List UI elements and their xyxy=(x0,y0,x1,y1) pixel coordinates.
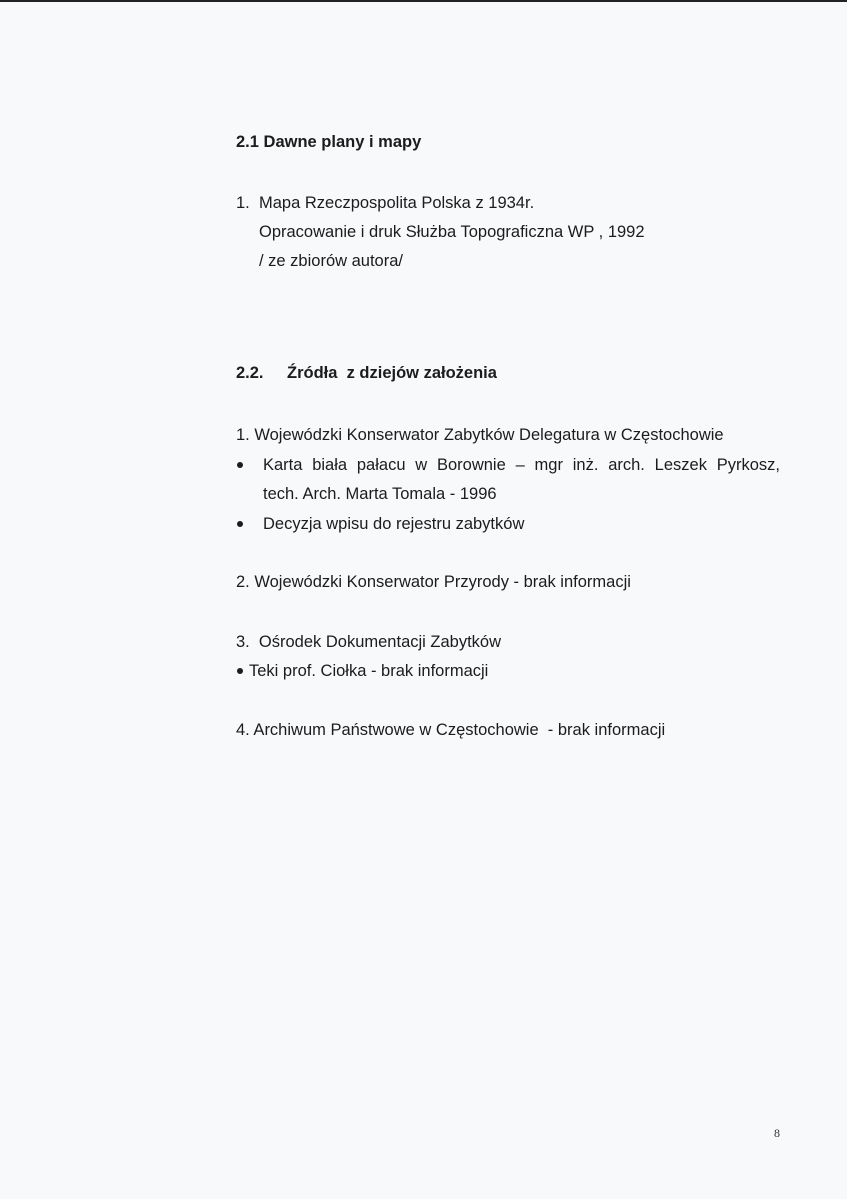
section-2-2-title: Źródła z dziejów założenia xyxy=(287,364,497,382)
bullet-karta-line-2: tech. Arch. Marta Tomala - 1996 xyxy=(263,485,497,503)
map-title-line: Mapa Rzeczpospolita Polska z 1934r. xyxy=(259,194,535,212)
bullet-icon xyxy=(237,668,243,674)
bullet-karta-line-1 xyxy=(263,455,780,475)
word: arch. xyxy=(608,456,645,474)
section-2-1-title: Dawne plany i mapy xyxy=(263,133,422,151)
page-number: 8 xyxy=(774,1126,780,1140)
word: w xyxy=(415,456,428,474)
section-2-1-heading xyxy=(236,132,421,152)
bullet-icon xyxy=(237,521,243,527)
bullet-decyzja: Decyzja wpisu do rejestru zabytków xyxy=(263,515,525,533)
word: Pyrkosz, xyxy=(716,456,780,474)
section-2-1-item-number: 1. xyxy=(236,194,250,212)
word: Karta xyxy=(263,456,303,474)
section-2-1-number: 2.1 xyxy=(236,133,259,151)
word: pałacu xyxy=(356,456,406,474)
source-item-4: 4. Archiwum Państwowe w Częstochowie - brak informacji xyxy=(236,721,666,739)
word: inż. xyxy=(572,456,599,474)
word: – xyxy=(515,456,525,474)
bullet-icon xyxy=(237,462,243,468)
bullet-teki: Teki prof. Ciołka - brak informacji xyxy=(249,662,489,680)
source-item-3: 3. Ośrodek Dokumentacji Zabytków xyxy=(236,633,502,651)
word: biała xyxy=(312,456,348,474)
source-item-1: 1. Wojewódzki Konserwator Zabytków Delegatura w Częstochowie xyxy=(236,426,724,444)
section-2-2-number: 2.2. xyxy=(236,364,264,382)
map-publisher-line: Opracowanie i druk Służba Topograficzna WP , 1992 xyxy=(259,223,645,241)
map-source-line: / ze zbiorów autora/ xyxy=(259,252,403,270)
word: Leszek xyxy=(654,456,707,474)
source-item-2: 2. Wojewódzki Konserwator Przyrody - brak informacji xyxy=(236,573,631,591)
word: mgr xyxy=(534,456,563,474)
word: Borownie xyxy=(436,456,506,474)
